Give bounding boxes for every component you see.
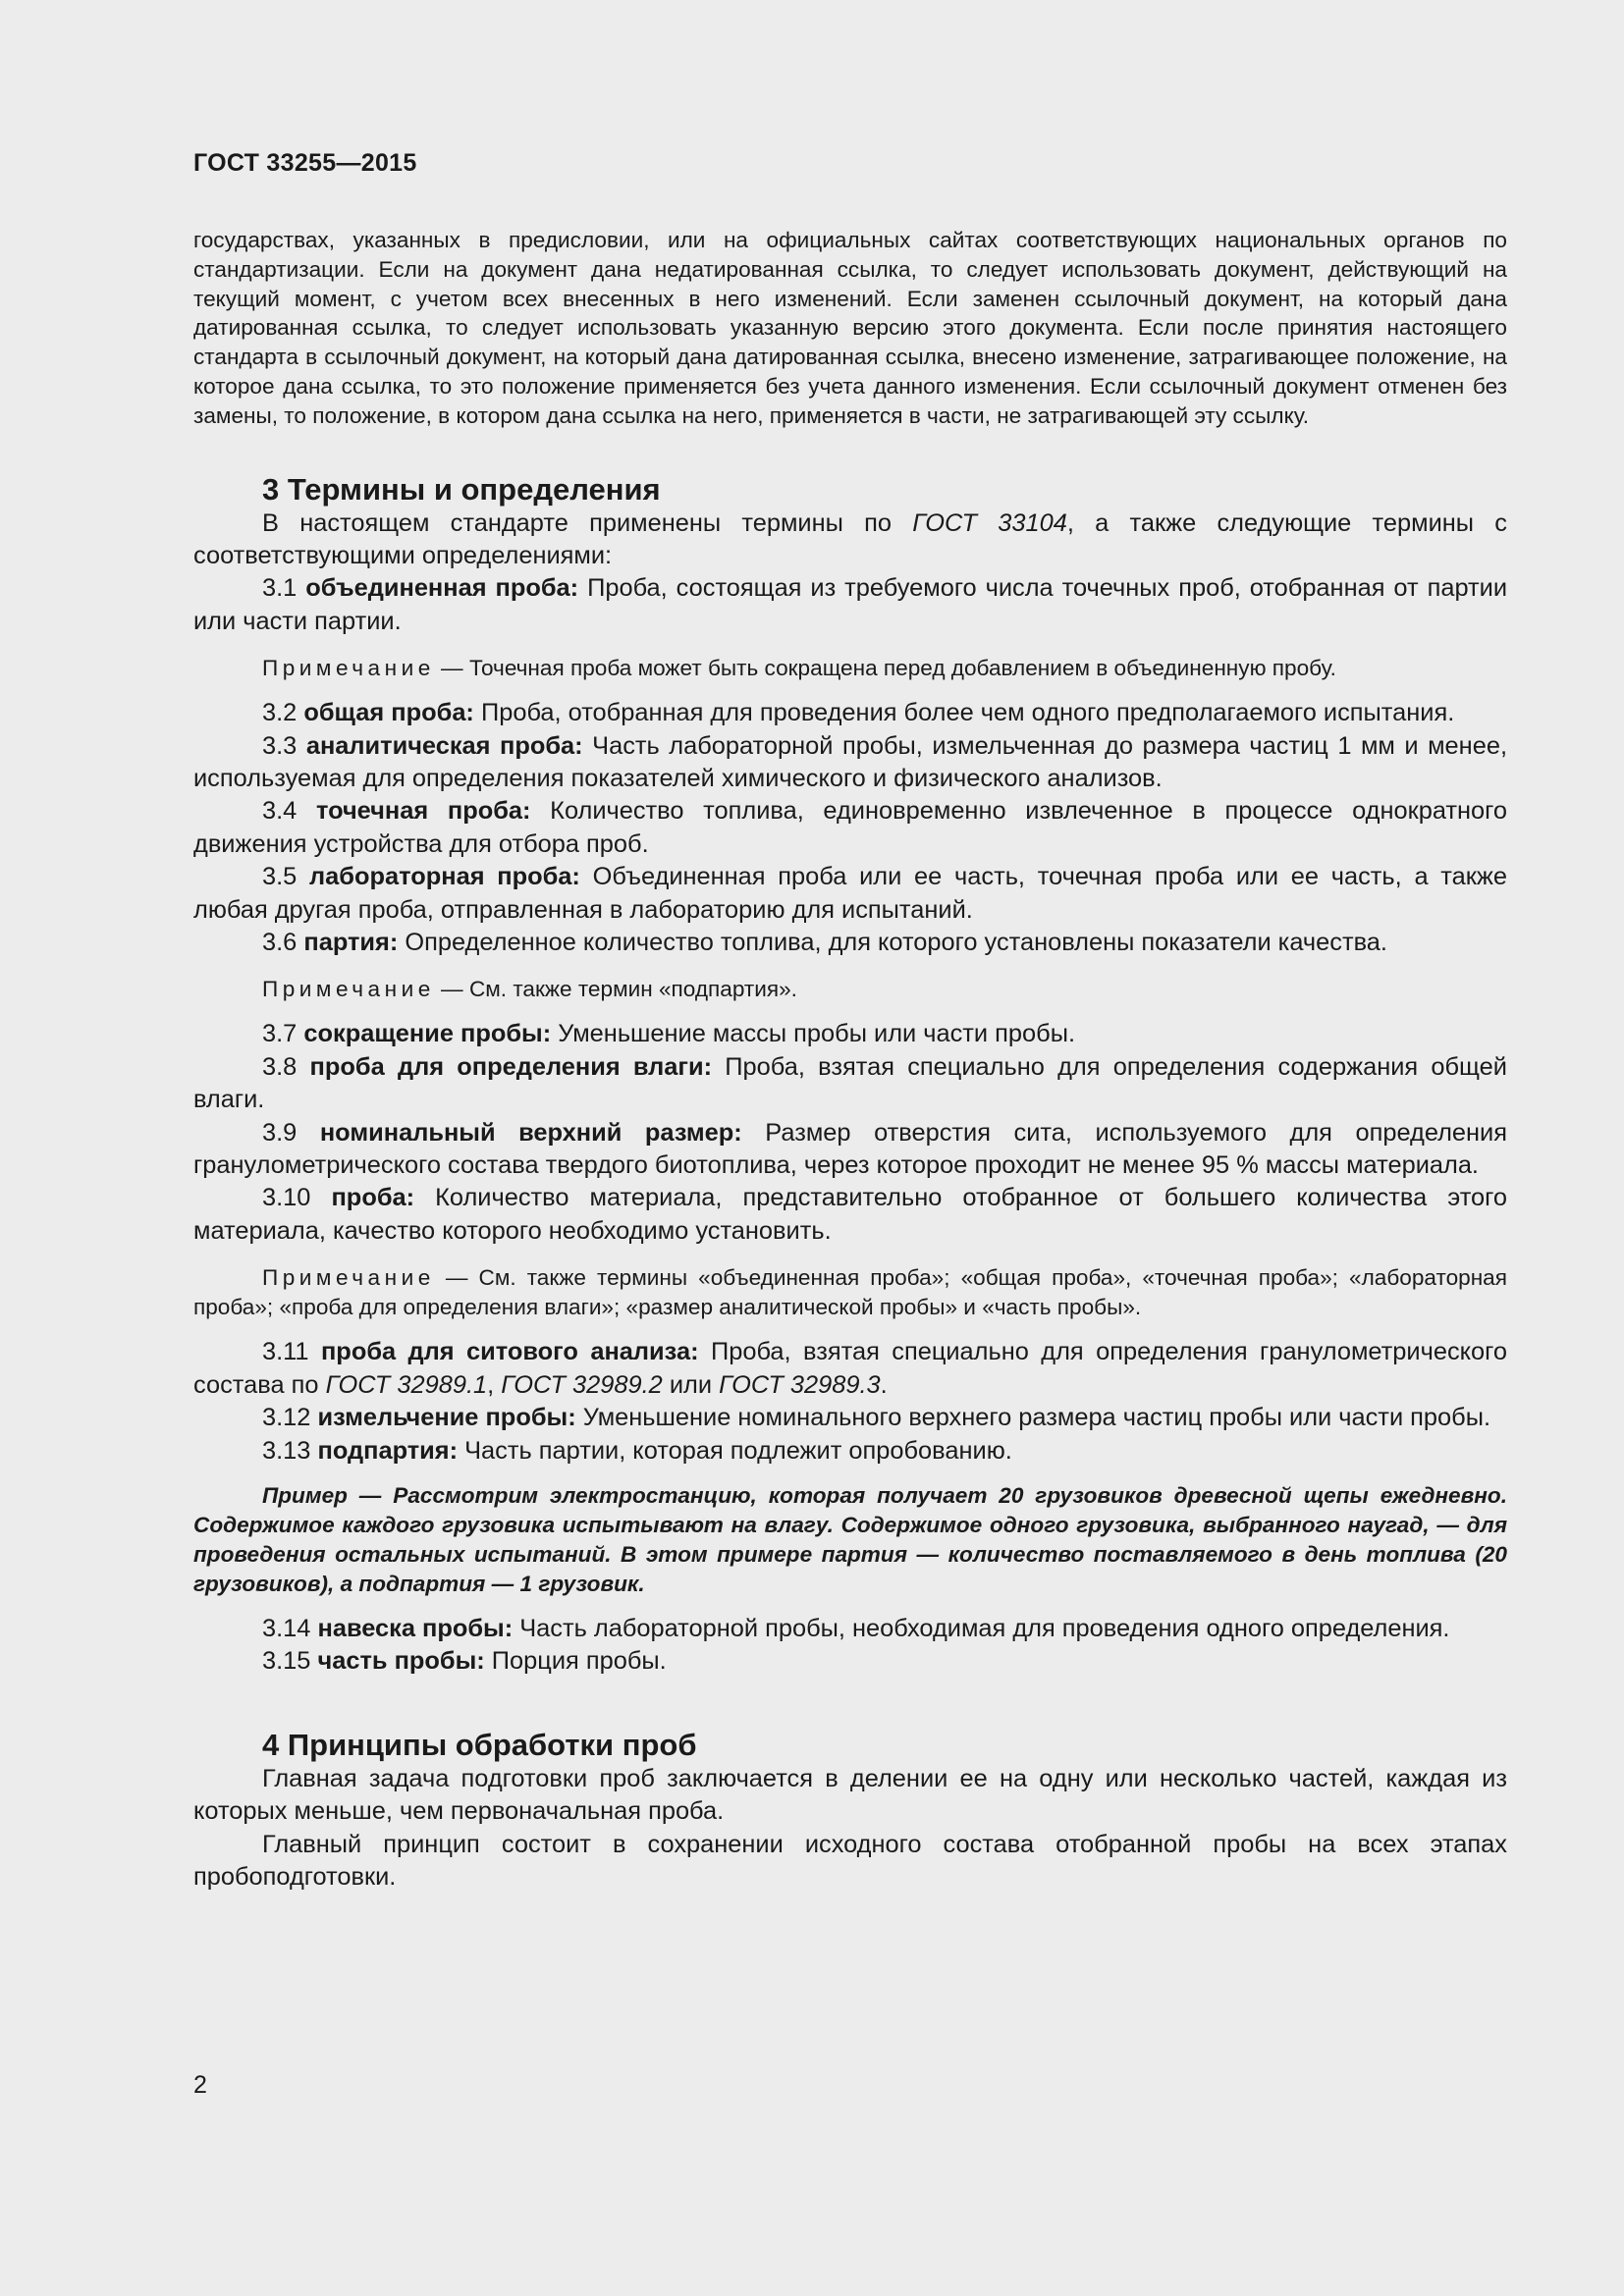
note: Примечание — См. также термины «объединенная проба»; «общая проба», «точечная проба»; «лабораторная проба»; «проба для определения влаги»; «размер аналитической пробы» и «часть пробы».: [193, 1265, 1507, 1320]
document-header: ГОСТ 33255—2015: [193, 149, 417, 177]
term-3-4: 3.4 точечная проба: Количество топлива, единовременно извлеченное в процессе однократного движения устройства для отбора проб.: [193, 797, 1508, 858]
note: Примечание — Точечная проба может быть сокращена перед добавлением в объединенную пробу.: [262, 656, 1336, 681]
term-3-12: 3.12 измельчение пробы: Уменьшение номинального верхнего размера частиц пробы или части пробы.: [262, 1404, 1491, 1432]
standard-reference: ГОСТ 32989.3: [719, 1370, 881, 1399]
standard-reference: ГОСТ 32989.1: [325, 1370, 488, 1399]
term-name: навеска пробы:: [317, 1614, 514, 1642]
term-name: измельчение пробы:: [317, 1404, 576, 1432]
term-3-8: 3.8 проба для определения влаги: Проба, взятая специально для определения содержания общей влаги.: [193, 1052, 1507, 1114]
section-3-body: [193, 507, 1507, 1679]
section-4-heading: 4 Принципы обработки проб: [262, 1727, 697, 1762]
term-name: точечная проба:: [315, 797, 531, 826]
term-name: номинальный верхний размер:: [319, 1118, 742, 1147]
section-3-heading: 3 Термины и определения: [262, 471, 661, 507]
term-3-5: 3.5 лабораторная проба: Объединенная проба или ее часть, точечная проба или ее часть, а также любая другая проба, отправленная в лабораторию для испытаний.: [193, 863, 1507, 924]
term-name: сокращение пробы:: [303, 1020, 552, 1048]
term-3-10: 3.10 проба: Количество материала, представительно отобранное от большего количества этого материала, качество которого необходимо установить.: [193, 1184, 1507, 1245]
term-name: проба для ситового анализа:: [320, 1338, 699, 1366]
term-3-6: 3.6 партия: Определенное количество топлива, для которого установлены показатели качества.: [262, 929, 1387, 957]
term-3-3: 3.3 аналитическая проба: Часть лабораторной пробы, измельченная до размера частиц 1 мм и менее, используемая для определения показателей химического и физического анализов.: [193, 731, 1508, 793]
term-3-13: 3.13 подпартия: Часть партии, которая подлежит опробованию.: [262, 1436, 1012, 1465]
term-3-14: 3.14 навеска пробы: Часть лабораторной пробы, необходимая для проведения одного определения.: [262, 1614, 1450, 1642]
note: Примечание — См. также термин «подпартия».: [262, 977, 797, 1002]
term-name: аналитическая проба:: [305, 731, 583, 760]
section-4-paragraph-1: Главная задача подготовки проб заключается в делении ее на одну или несколько частей, каждая из которых меньше, чем первоначальная проба.: [193, 1764, 1507, 1826]
term-3-7: 3.7 сокращение пробы: Уменьшение массы пробы или части пробы.: [262, 1020, 1076, 1048]
term-3-15: 3.15 часть пробы: Порция пробы.: [262, 1647, 667, 1676]
term-name: объединенная проба:: [305, 574, 579, 603]
standard-reference: ГОСТ 32989.2: [501, 1370, 663, 1399]
term-name: лабораторная проба:: [309, 863, 580, 891]
page-content: [193, 226, 1507, 1894]
section-4-paragraph-2: Главный принцип состоит в сохранении исходного состава отобранной пробы на всех этапах пробоподготовки.: [193, 1830, 1507, 1891]
term-name: общая проба:: [303, 699, 474, 727]
term-3-1: 3.1 объединенная проба: Проба, состоящая из требуемого числа точечных проб, отобранная от партии или части партии.: [193, 574, 1508, 635]
section-4-body: [193, 1763, 1507, 1895]
term-name: подпартия:: [317, 1436, 459, 1465]
term-3-9: 3.9 номинальный верхний размер: Размер отверстия сита, используемого для определения гранулометрического состава твердого биотоплива, через которое проходит не менее 95 % массы материала.: [193, 1118, 1507, 1180]
standard-reference: ГОСТ 33104: [912, 508, 1067, 537]
term-3-11: 3.11 проба для ситового анализа: Проба, взятая специально для определения гранулометрического состава по ГОСТ 32989.1, ГОСТ 32989.2 или ГОСТ 32989.3.: [193, 1338, 1507, 1399]
term-name: проба для определения влаги:: [309, 1052, 713, 1081]
term-3-2: 3.2 общая проба: Проба, отобранная для проведения более чем одного предполагаемого испытания.: [262, 699, 1455, 727]
term-name: партия:: [303, 929, 399, 957]
intro-paragraph: государствах, указанных в предисловии, или на официальных сайтах соответствующих национальных органов по стандартизации. Если на документ дана недатированная ссылка, то следует использовать документ, действующий на текущий момент, с учетом всех внесенных в него изменений. Если заменен ссылочный документ, на который дана датированная ссылка, то следует использовать указанную версию этого документа. Если после принятия настоящего стандарта в ссылочный документ, на который дана датированная ссылка, внесено изменение, затрагивающее положение, на которое дана ссылка, то это положение применяется без учета данного изменения. Если ссылочный документ отменен без замены, то положение, в котором дана ссылка на него, применяется в части, не затрагивающей эту ссылку.: [193, 228, 1507, 428]
example-block: Пример — Рассмотрим электростанцию, которая получает 20 грузовиков древесной щепы ежедневно. Содержимое каждого грузовика испытывают на влагу. Содержимое одного грузовика, выбранного наугад, — для проведения остальных испытаний. В этом примере партия — количество поставляемого в день топлива (20 грузовиков), а подпартия — 1 грузовик.: [193, 1482, 1507, 1596]
term-name: проба:: [331, 1184, 415, 1212]
terms-intro-paragraph: В настоящем стандарте применены термины по ГОСТ 33104, а также следующие термины с соответствующими определениями:: [193, 508, 1508, 569]
page-number: 2: [193, 2071, 207, 2099]
term-name: часть пробы:: [317, 1647, 485, 1676]
